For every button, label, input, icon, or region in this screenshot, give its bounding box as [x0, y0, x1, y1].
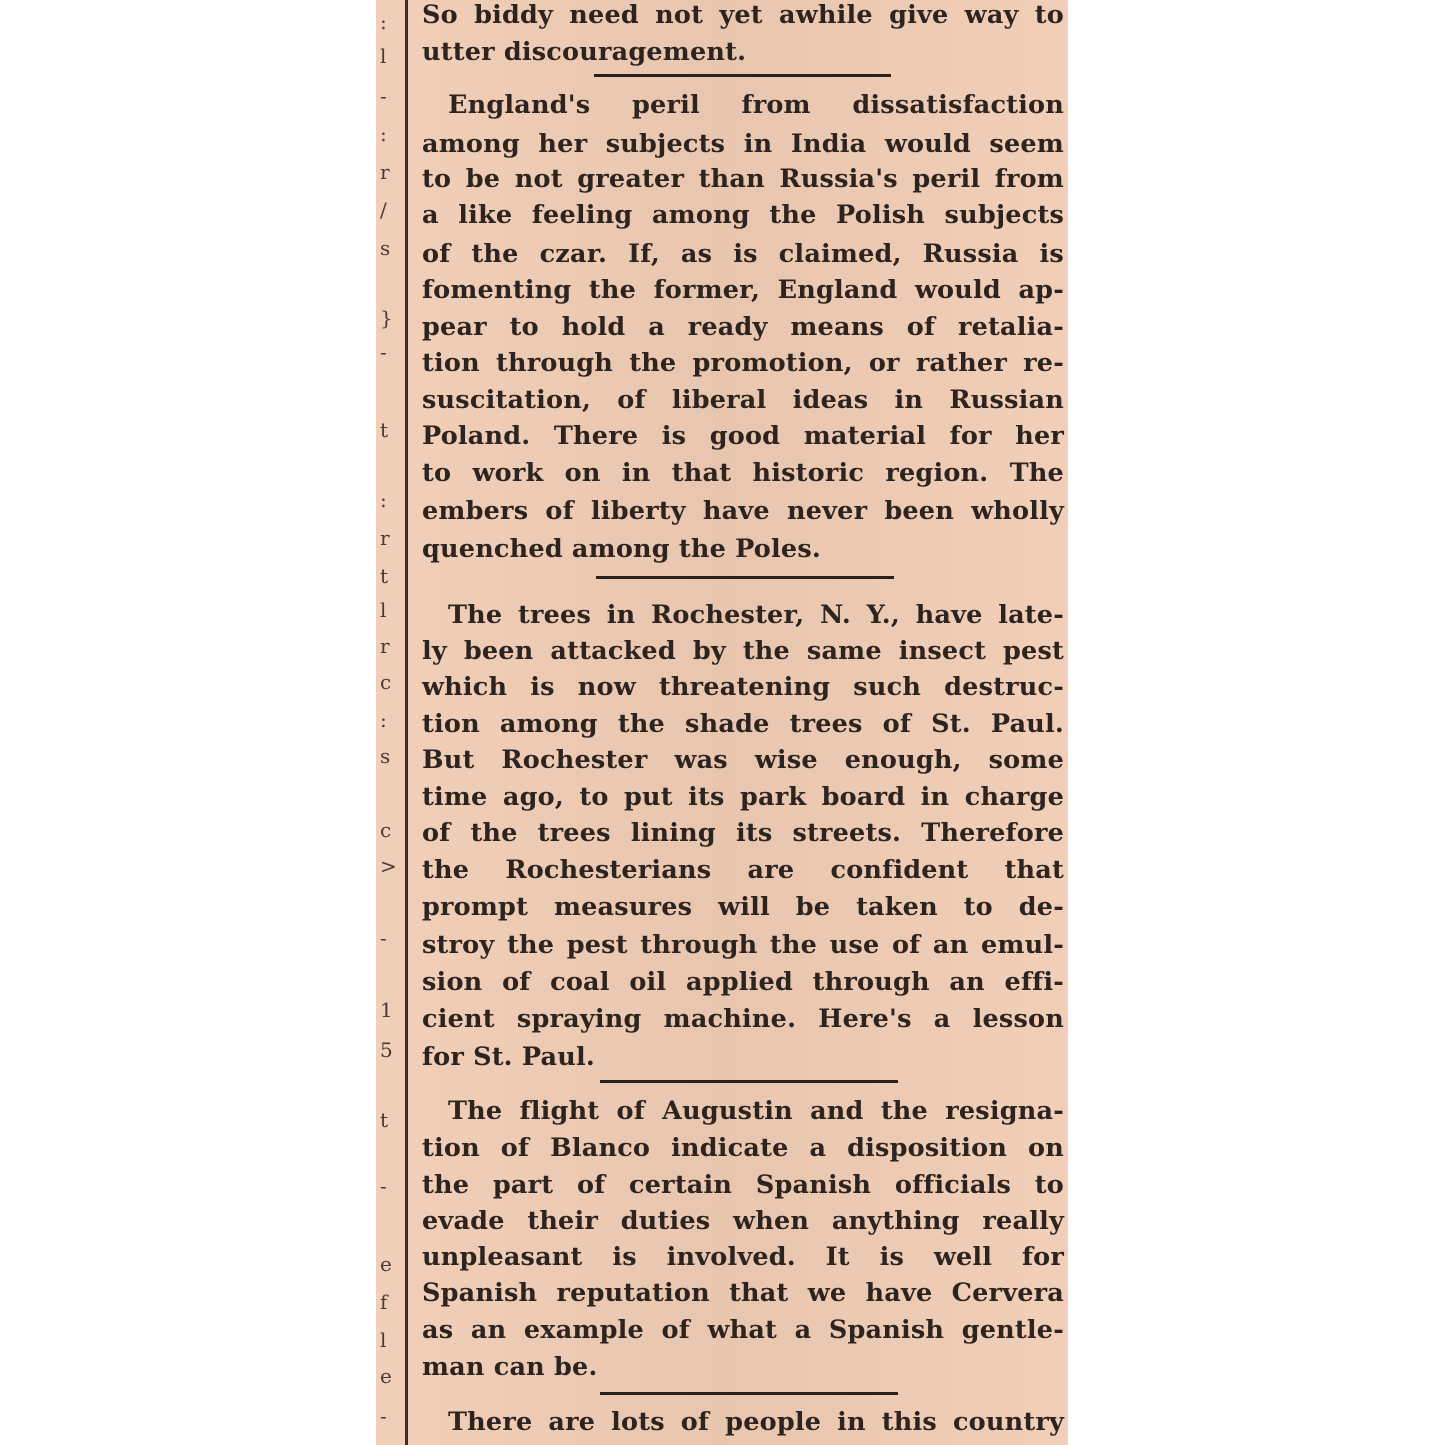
edge-fragment: } [380, 306, 393, 330]
edge-fragment: : [380, 708, 387, 732]
edge-fragment: t [380, 1108, 389, 1132]
edge-fragment: : [380, 10, 387, 34]
paragraph-separator [594, 74, 891, 77]
intro-line: utter discouragement. [422, 37, 747, 67]
paragraph-line: But Rochester was wise enough, some [422, 745, 1064, 775]
newspaper-clipping [376, 0, 1068, 1445]
paragraph-line: tion among the shade trees of St. Paul. [422, 709, 1064, 739]
paragraph-line: pear to hold a ready means of retalia- [422, 312, 1064, 342]
edge-fragment: - [380, 1174, 387, 1198]
paragraph-line: sion of coal oil applied through an effi- [422, 967, 1064, 997]
paragraph-line: unpleasant is involved. It is well for [422, 1242, 1064, 1272]
edge-fragment: s [380, 236, 391, 260]
edge-fragment: l [380, 1328, 387, 1352]
paragraph-line: suscitation, of liberal ideas in Russian [422, 385, 1064, 415]
intro-line: So biddy need not yet awhile give way to [422, 0, 1064, 30]
edge-fragment: c [380, 818, 392, 842]
paragraph-line: a like feeling among the Polish subjects [422, 200, 1064, 230]
paragraph-line: the Rochesterians are confident that [422, 855, 1064, 885]
paragraph-separator [600, 1080, 898, 1083]
edge-fragment: l [380, 44, 387, 68]
paragraph-line: fomenting the former, England would ap- [422, 275, 1064, 305]
paragraph-line: stroy the pest through the use of an emul- [422, 930, 1064, 960]
paragraph-line: time ago, to put its park board in charge [422, 782, 1064, 812]
paragraph-line: England's peril from dissatisfaction [448, 90, 1064, 120]
paragraph-line: to work on in that historic region. The [422, 458, 1064, 488]
paragraph-separator [596, 576, 894, 579]
edge-fragment: r [380, 634, 390, 658]
paragraph-line: of the czar. If, as is claimed, Russia is [422, 239, 1064, 269]
edge-fragment: - [380, 926, 387, 950]
paragraph-line: embers of liberty have never been wholly [422, 496, 1064, 526]
column-rule [405, 0, 408, 1445]
edge-fragment: c [380, 670, 392, 694]
paragraph-line: Poland. There is good material for her [422, 421, 1064, 451]
paragraph-line: of the trees lining its streets. Therefore [422, 818, 1064, 848]
paragraph-separator [600, 1392, 898, 1395]
edge-fragment: r [380, 160, 390, 184]
edge-fragment: : [380, 122, 387, 146]
edge-fragment: r [380, 526, 390, 550]
edge-fragment: 1 [380, 998, 393, 1022]
paragraph-line: to be not greater than Russia's peril from [422, 164, 1064, 194]
edge-fragment: 5 [380, 1038, 393, 1062]
paragraph-line: The flight of Augustin and the resigna- [448, 1096, 1064, 1126]
edge-fragment: / [380, 198, 387, 222]
edge-fragment: s [380, 744, 391, 768]
paragraph-line: prompt measures will be taken to de- [422, 892, 1064, 922]
paragraph-line: man can be. [422, 1352, 598, 1382]
edge-fragment: t [380, 418, 389, 442]
paragraph-line: tion through the promotion, or rather re- [422, 348, 1064, 378]
paragraph-line: The trees in Rochester, N. Y., have late- [448, 600, 1064, 630]
edge-fragment: t [380, 564, 389, 588]
edge-fragment: : [380, 488, 387, 512]
paragraph-line: cient spraying machine. Here's a lesson [422, 1004, 1064, 1034]
paragraph-line: as an example of what a Spanish gentle- [422, 1315, 1064, 1345]
paragraph-line: Spanish reputation that we have Cervera [422, 1278, 1064, 1308]
paragraph-line: quenched among the Poles. [422, 534, 821, 564]
paragraph-line: the part of certain Spanish officials to [422, 1170, 1064, 1200]
edge-fragment: > [380, 854, 397, 878]
paragraph-line: which is now threatening such destruc- [422, 672, 1064, 702]
edge-fragment: - [380, 84, 387, 108]
paragraph-line: evade their duties when anything really [422, 1206, 1064, 1236]
paragraph-line: tion of Blanco indicate a disposition on [422, 1133, 1064, 1163]
edge-fragment: e [380, 1252, 392, 1276]
paragraph-line: among her subjects in India would seem [422, 129, 1064, 159]
paragraph-line: for St. Paul. [422, 1042, 595, 1072]
edge-fragment: l [380, 598, 387, 622]
edge-fragment: f [380, 1290, 388, 1314]
paragraph-line: ly been attacked by the same insect pest [422, 636, 1064, 666]
edge-fragment: - [380, 1404, 387, 1428]
left-column-edge-fragments [380, 0, 400, 1445]
edge-fragment: e [380, 1364, 392, 1388]
edge-fragment: - [380, 340, 387, 364]
paragraph-line: There are lots of people in this country [448, 1407, 1064, 1437]
